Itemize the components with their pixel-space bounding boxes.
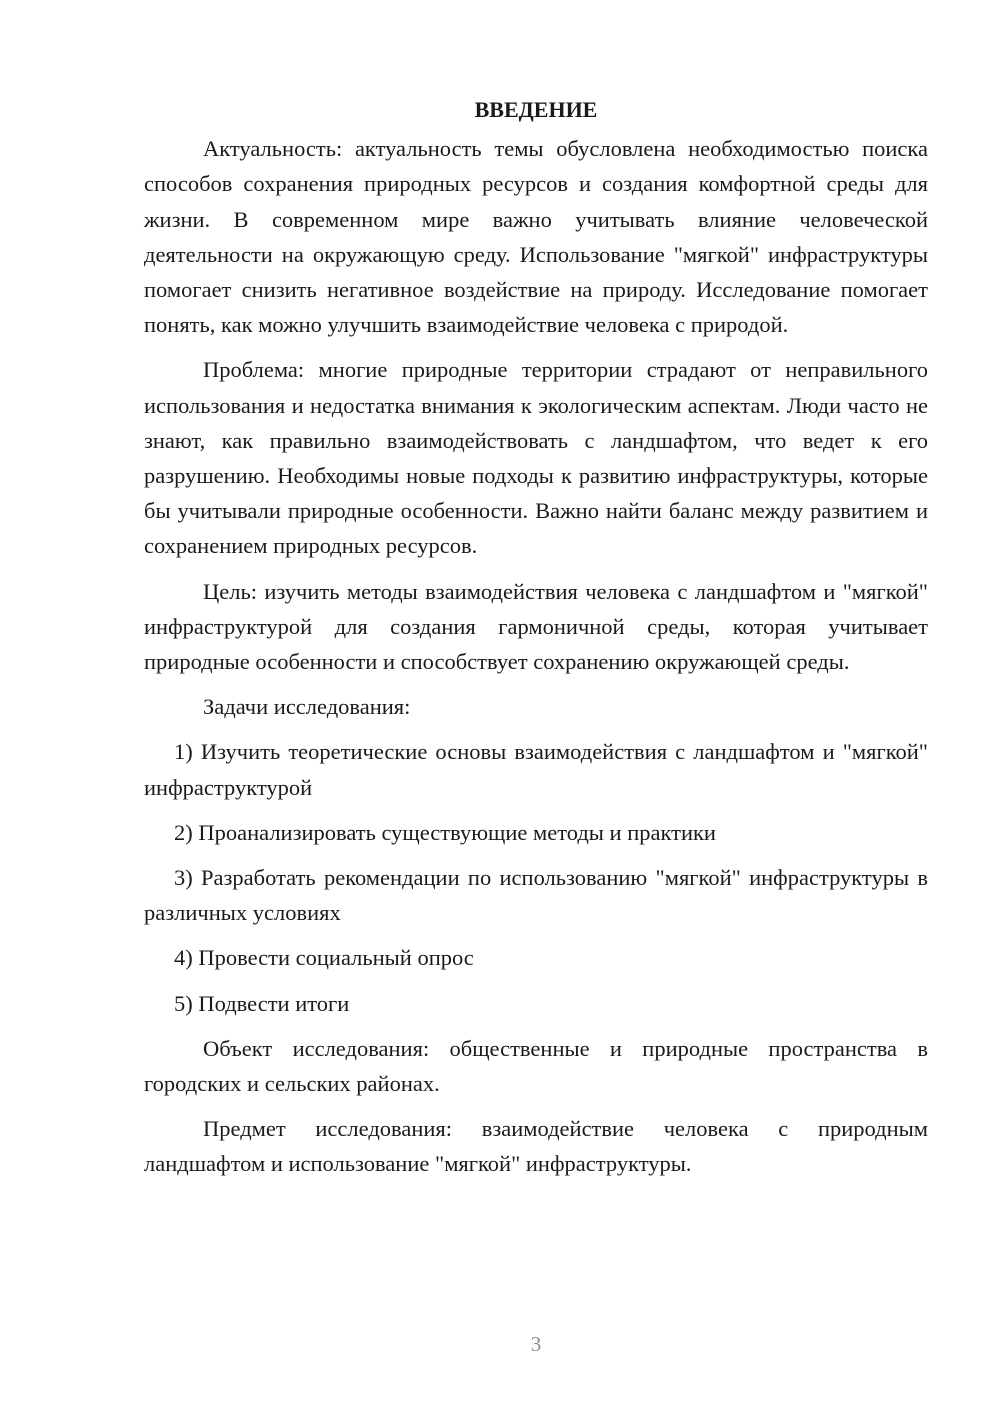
page-title: ВВЕДЕНИЕ — [474, 97, 598, 122]
task-item-5: 5) Подвести итоги — [174, 990, 350, 1016]
document-body — [144, 92, 928, 1182]
paragraph-object: Объект исследования: общественные и природные пространства в городских и сельских районах. — [144, 1035, 928, 1097]
tasks-heading: Задачи исследования: — [203, 694, 411, 720]
task-item-4: 4) Провести социальный опрос — [174, 945, 474, 971]
task-item-1: 1) Изучить теоретические основы взаимодействия с ландшафтом и "мягкой" инфраструктурой — [144, 739, 928, 800]
paragraph-relevance: Актуальность: актуальность темы обусловлена необходимостью поиска способов сохранения природных ресурсов и создания комфортной среды для жизни. В современном мире важно учитывать влияние человеческой деятельности на окружающую среду. Использование "мягкой" инфраструктуры помогает снизить негативное воздействие на природу. Исследование помогает понять, как можно улучшить взаимодействие человека с природой. — [144, 136, 928, 338]
page-number: 3 — [530, 1332, 542, 1356]
paragraph-problem: Проблема: многие природные территории страдают от неправильного использования и недостатка внимания к экологическим аспектам. Люди часто не знают, как правильно взаимодействовать с ландшафтом, что ведет к его разрушению. Необходимы новые подходы к развитию инфраструктуры, которые бы учитывали природные особенности. Важно найти баланс между развитием и сохранением природных ресурсов. — [144, 357, 928, 559]
task-item-3: 3) Разработать рекомендации по использованию "мягкой" инфраструктуры в различных условиях — [144, 865, 928, 926]
task-item-2: 2) Проанализировать существующие методы и практики — [174, 819, 716, 845]
paragraph-goal: Цель: изучить методы взаимодействия человека с ландшафтом и "мягкой" инфраструктурой для создания гармоничной среды, которая учитывает природные особенности и способствует сохранению окружающей среды. — [144, 578, 928, 675]
paragraph-subject: Предмет исследования: взаимодействие человека с природным ландшафтом и использование "мягкой" инфраструктуры. — [144, 1116, 928, 1177]
